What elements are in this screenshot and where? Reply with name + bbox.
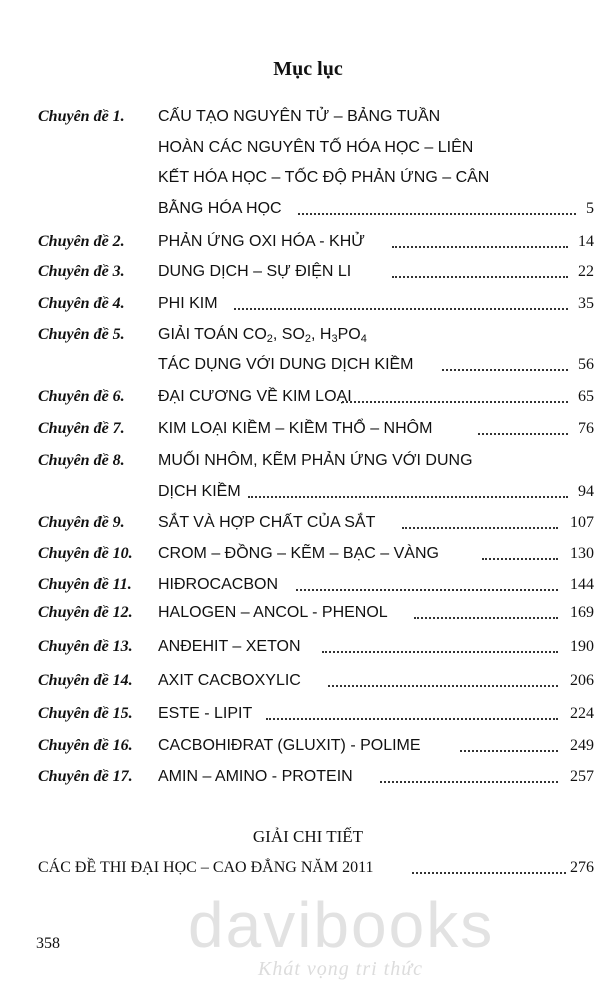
toc-entry-label: Chuyên đề 9. <box>38 514 125 531</box>
page-title: Mục lục <box>273 58 343 80</box>
toc-entry-label: Chuyên đề 1. <box>38 108 125 125</box>
final-toc-entry <box>0 853 616 883</box>
dot-leader <box>392 246 568 248</box>
toc-entry-label: Chuyên đề 12. <box>38 604 133 621</box>
toc-entry-title: SẮT VÀ HỢP CHẤT CỦA SẮT <box>158 508 377 538</box>
toc-entry-page: 190 <box>567 632 594 662</box>
toc-entry-title: HOÀN CÁC NGUYÊN TỐ HÓA HỌC – LIÊN <box>158 133 475 163</box>
toc-entry-title: PHẢN ỨNG OXI HÓA - KHỬ <box>158 227 367 257</box>
toc-entry-page: 76 <box>575 414 594 444</box>
toc-entry-label: Chuyên đề 4. <box>38 295 125 312</box>
toc-entry <box>0 666 616 696</box>
toc-entry-title: BẰNG HÓA HỌC <box>158 194 284 224</box>
toc-entry-page: 249 <box>567 731 594 761</box>
toc-entry <box>0 762 616 792</box>
dot-leader <box>412 872 570 874</box>
dot-leader <box>248 496 568 498</box>
dot-leader <box>328 685 558 687</box>
toc-entry-title: HALOGEN – ANCOL - PHENOL <box>158 598 390 628</box>
toc-entry-title: ESTE - LIPIT <box>158 699 254 729</box>
toc-entry <box>0 257 616 287</box>
toc-entry <box>0 508 616 538</box>
toc-entry-continuation <box>0 194 616 224</box>
toc-entry-continuation <box>0 477 616 507</box>
toc-entry-page: 169 <box>567 598 594 628</box>
toc-entry-label: Chuyên đề 3. <box>38 263 125 280</box>
toc-entry-continuation <box>0 163 616 193</box>
toc-entry-label: Chuyên đề 7. <box>38 420 125 437</box>
toc-entry-title: ĐẠI CƯƠNG VỀ KIM LOẠI <box>158 382 354 412</box>
watermark-brand: davibooks <box>188 889 495 961</box>
toc-entry-page: 14 <box>575 227 594 257</box>
toc-entry-title: CROM – ĐỒNG – KẼM – BẠC – VÀNG <box>158 539 441 569</box>
toc-entry-title: AMIN – AMINO - PROTEIN <box>158 762 355 792</box>
dot-leader <box>234 308 568 310</box>
dot-leader <box>380 781 558 783</box>
dot-leader <box>322 651 558 653</box>
toc-entry-title: KIM LOẠI KIỀM – KIỀM THỔ – NHÔM <box>158 414 434 444</box>
toc-entry <box>0 382 616 412</box>
watermark-slogan: Khát vọng tri thức <box>258 958 424 980</box>
dot-leader <box>342 401 568 403</box>
toc-entry <box>0 632 616 662</box>
toc-entry-label: Chuyên đề 15. <box>38 705 133 722</box>
toc-entry-title: KẾT HÓA HỌC – TỐC ĐỘ PHẢN ỨNG – CÂN <box>158 163 491 193</box>
toc-entry <box>0 289 616 319</box>
toc-entry-label: Chuyên đề 2. <box>38 233 125 250</box>
toc-entry <box>0 446 616 476</box>
toc-entry <box>0 102 616 132</box>
toc-entry-title: CACBOHIĐRAT (GLUXIT) - POLIME <box>158 731 423 761</box>
final-entry-text: CÁC ĐỀ THI ĐẠI HỌC – CAO ĐẲNG NĂM 2011 <box>38 853 376 883</box>
toc-entry-continuation <box>0 350 616 380</box>
dot-leader <box>402 527 558 529</box>
dot-leader <box>414 617 558 619</box>
dot-leader <box>482 558 558 560</box>
toc-entry-page: 130 <box>567 539 594 569</box>
toc-entry-title: DUNG DỊCH – SỰ ĐIỆN LI <box>158 257 353 287</box>
toc-entry-label: Chuyên đề 16. <box>38 737 133 754</box>
toc-entry <box>0 539 616 569</box>
toc-entry-title: AXIT CACBOXYLIC <box>158 666 303 696</box>
dot-leader <box>460 750 558 752</box>
toc-entry-title: CẤU TẠO NGUYÊN TỬ – BẢNG TUẦN <box>158 102 442 132</box>
toc-entry-page: 224 <box>567 699 594 729</box>
toc-entry <box>0 699 616 729</box>
toc-entry <box>0 731 616 761</box>
toc-entry-title: HIĐROCACBON <box>158 570 280 600</box>
dot-leader <box>298 213 576 215</box>
dot-leader <box>478 433 568 435</box>
toc-entry-title: DỊCH KIỀM <box>158 477 243 507</box>
toc-entry <box>0 570 616 600</box>
toc-entry-title: ANĐEHIT – XETON <box>158 632 303 662</box>
toc-entry-label: Chuyên đề 11. <box>38 576 132 593</box>
toc-entry-page: 35 <box>575 289 594 319</box>
toc-entry <box>0 227 616 257</box>
page-number: 358 <box>36 935 60 952</box>
dot-leader <box>296 589 558 591</box>
section-title: GIẢI CHI TIẾT <box>252 827 364 846</box>
toc-entry-label: Chuyên đề 10. <box>38 545 133 562</box>
toc-entry-page: 94 <box>575 477 594 507</box>
toc-entry-page: 5 <box>583 194 594 224</box>
toc-entry-title: GIẢI TOÁN $CO_2$, $SO_2$, $H_3PO_4$ <box>158 320 369 350</box>
toc-entry <box>0 414 616 444</box>
dot-leader <box>392 276 568 278</box>
final-entry-page: 276 <box>567 853 594 883</box>
toc-entry-page: 56 <box>575 350 594 380</box>
toc-entry-label: Chuyên đề 13. <box>38 638 133 655</box>
toc-entry-page: 65 <box>575 382 594 412</box>
toc-entry-title: PHI KIM <box>158 289 220 319</box>
toc-entry-page: 257 <box>567 762 594 792</box>
dot-leader <box>442 369 568 371</box>
toc-entry-title: MUỐI NHÔM, KẼM PHẢN ỨNG VỚI DUNG <box>158 446 475 476</box>
toc-entry-label: Chuyên đề 8. <box>38 452 125 469</box>
toc-entry-label: Chuyên đề 14. <box>38 672 133 689</box>
toc-entry <box>0 598 616 628</box>
toc-entry-page: 22 <box>575 257 594 287</box>
toc-entry-page: 107 <box>567 508 594 538</box>
toc-entry-page: 144 <box>567 570 594 600</box>
toc-entry-label: Chuyên đề 17. <box>38 768 133 785</box>
toc-entry-title: TÁC DỤNG VỚI DUNG DỊCH KIỀM <box>158 350 416 380</box>
dot-leader <box>266 718 558 720</box>
toc-entry-label: Chuyên đề 5. <box>38 326 125 343</box>
toc-entry-continuation <box>0 133 616 163</box>
toc-entry <box>0 320 616 350</box>
toc-entry-page: 206 <box>567 666 594 696</box>
toc-entry-label: Chuyên đề 6. <box>38 388 125 405</box>
